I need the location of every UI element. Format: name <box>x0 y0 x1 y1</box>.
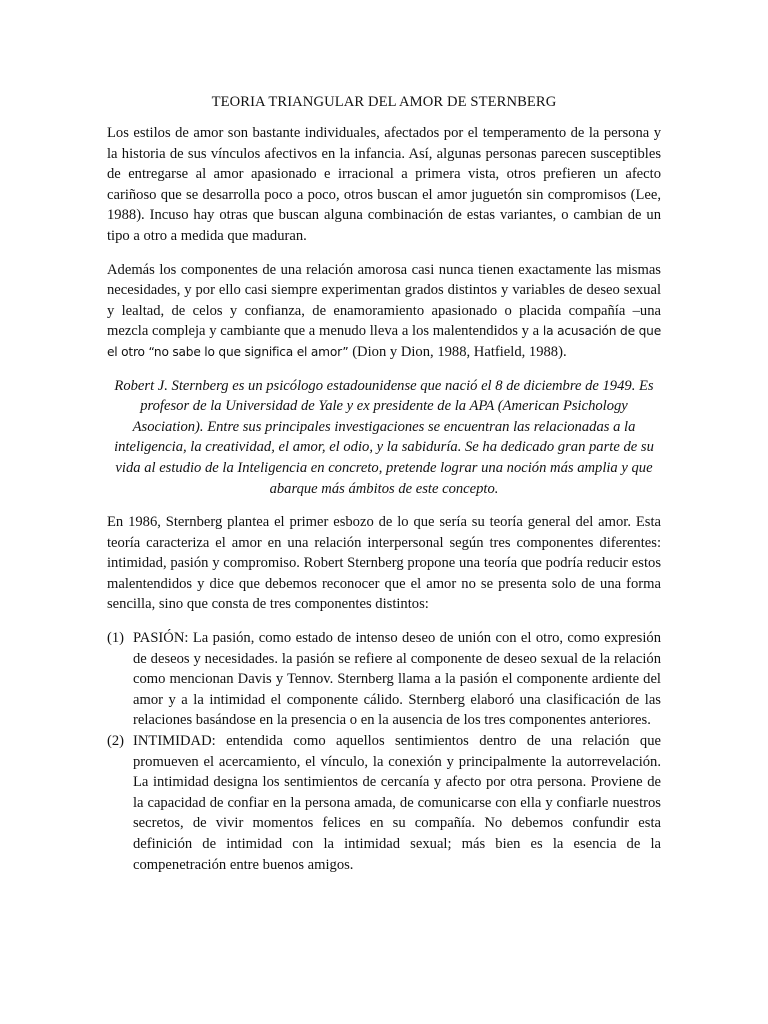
list-item-text: PASIÓN: La pasión, como estado de intenso deseo de unión con el otro, como expresión de deseos y necesidades. la pasión se refiere al componente de deseo sexual de la relación como mencionan Davis y Tennov. Sternberg llama a la pasión el componente ardiente del amor y a la intimidad el componente cálido. Sternberg elaboró una clasificación de las relaciones basándose en la presencia o en la ausencia de los tres componentes anteriores. <box>133 630 661 729</box>
list-marker: (2) <box>107 733 125 750</box>
components-list <box>107 628 661 875</box>
list-item-text: INTIMIDAD: entendida como aquellos sentimientos dentro de una relación que promueven el acercamiento, el vínculo, la conexión y principalmente la autorrevelación. La intimidad designa los sentimientos de cercanía y afecto por otra persona. Proviene de la capacidad de confiar en la persona amada, de comunicarse con ella y confiarle nuestros secretos, de vivir momentos felices en su compañía. No debemos confundir esta definición de intimidad con la intimidad sexual; más bien es la esencia de la compenetración entre buenos amigos. <box>133 733 661 873</box>
paragraph-intro: Los estilos de amor son bastante individuales, afectados por el temperamento de la persona y la historia de sus vínculos afectivos en la infancia. Así, algunas personas parecen susceptibles de entregarse al amor apasionado e irracional a primera vista, otros prefieren un afecto cariñoso que se desarrolla poco a poco, otros buscan el amor juguetón sin compromisos (Lee, 1988). Incuso hay otras que buscan alguna combinación de estas variantes, o cambian de un tipo a otro a medida que maduran. <box>107 125 661 244</box>
paragraph-components-end: (Dion y Dion, 1988, Hatfield, 1988). <box>348 343 567 360</box>
paragraph-components-quote: la acusación de que el otro “no sabe lo que significa el amor” <box>107 324 662 359</box>
list-item-pasion <box>107 628 661 731</box>
list-item-intimidad <box>107 731 661 875</box>
list-marker: (1) <box>107 630 125 647</box>
document-title: TEORIA TRIANGULAR DEL AMOR DE STERNBERG <box>211 94 557 110</box>
paragraph-components-start: Además los componentes de una relación amorosa casi nunca tienen exactamente las mismas necesidades, y por ello casi siempre experimentan grados distintos y variables de deseo sexual y lealtad, de celos y confianza, de enamoramiento apasionado o placida compañía –una mezcla compleja y cambiante que a menudo lleva a los malentendidos y a <box>107 261 661 340</box>
paragraph-components <box>107 260 661 363</box>
paragraph-theory: En 1986, Sternberg plantea el primer esbozo de lo que sería su teoría general del amor. Esta teoría caracteriza el amor en una relación interpersonal según tres componentes diferentes: intimidad, pasión y compromiso. Robert Sternberg propone una teoría que podría reducir estos malentendidos y dice que debemos reconocer que el amor no se presenta solo de una forma sencilla, sino que consta de tres componentes distintos: <box>107 514 661 613</box>
sternberg-bio: Robert J. Sternberg es un psicólogo estadounidense que nació el 8 de diciembre de 1949. Es profesor de la Universidad de Yale y ex presidente de la APA (American Psichology Asociation). Entre sus principales investigaciones se encuentran las relacionadas a la inteligencia, la creatividad, el amor, el odio, y la sabiduría. Se ha dedicado gran parte de su vida al estudio de la Inteligencia en concreto, pretende lograr una noción más amplia y que abarque más ámbitos de este concepto. <box>114 377 654 497</box>
